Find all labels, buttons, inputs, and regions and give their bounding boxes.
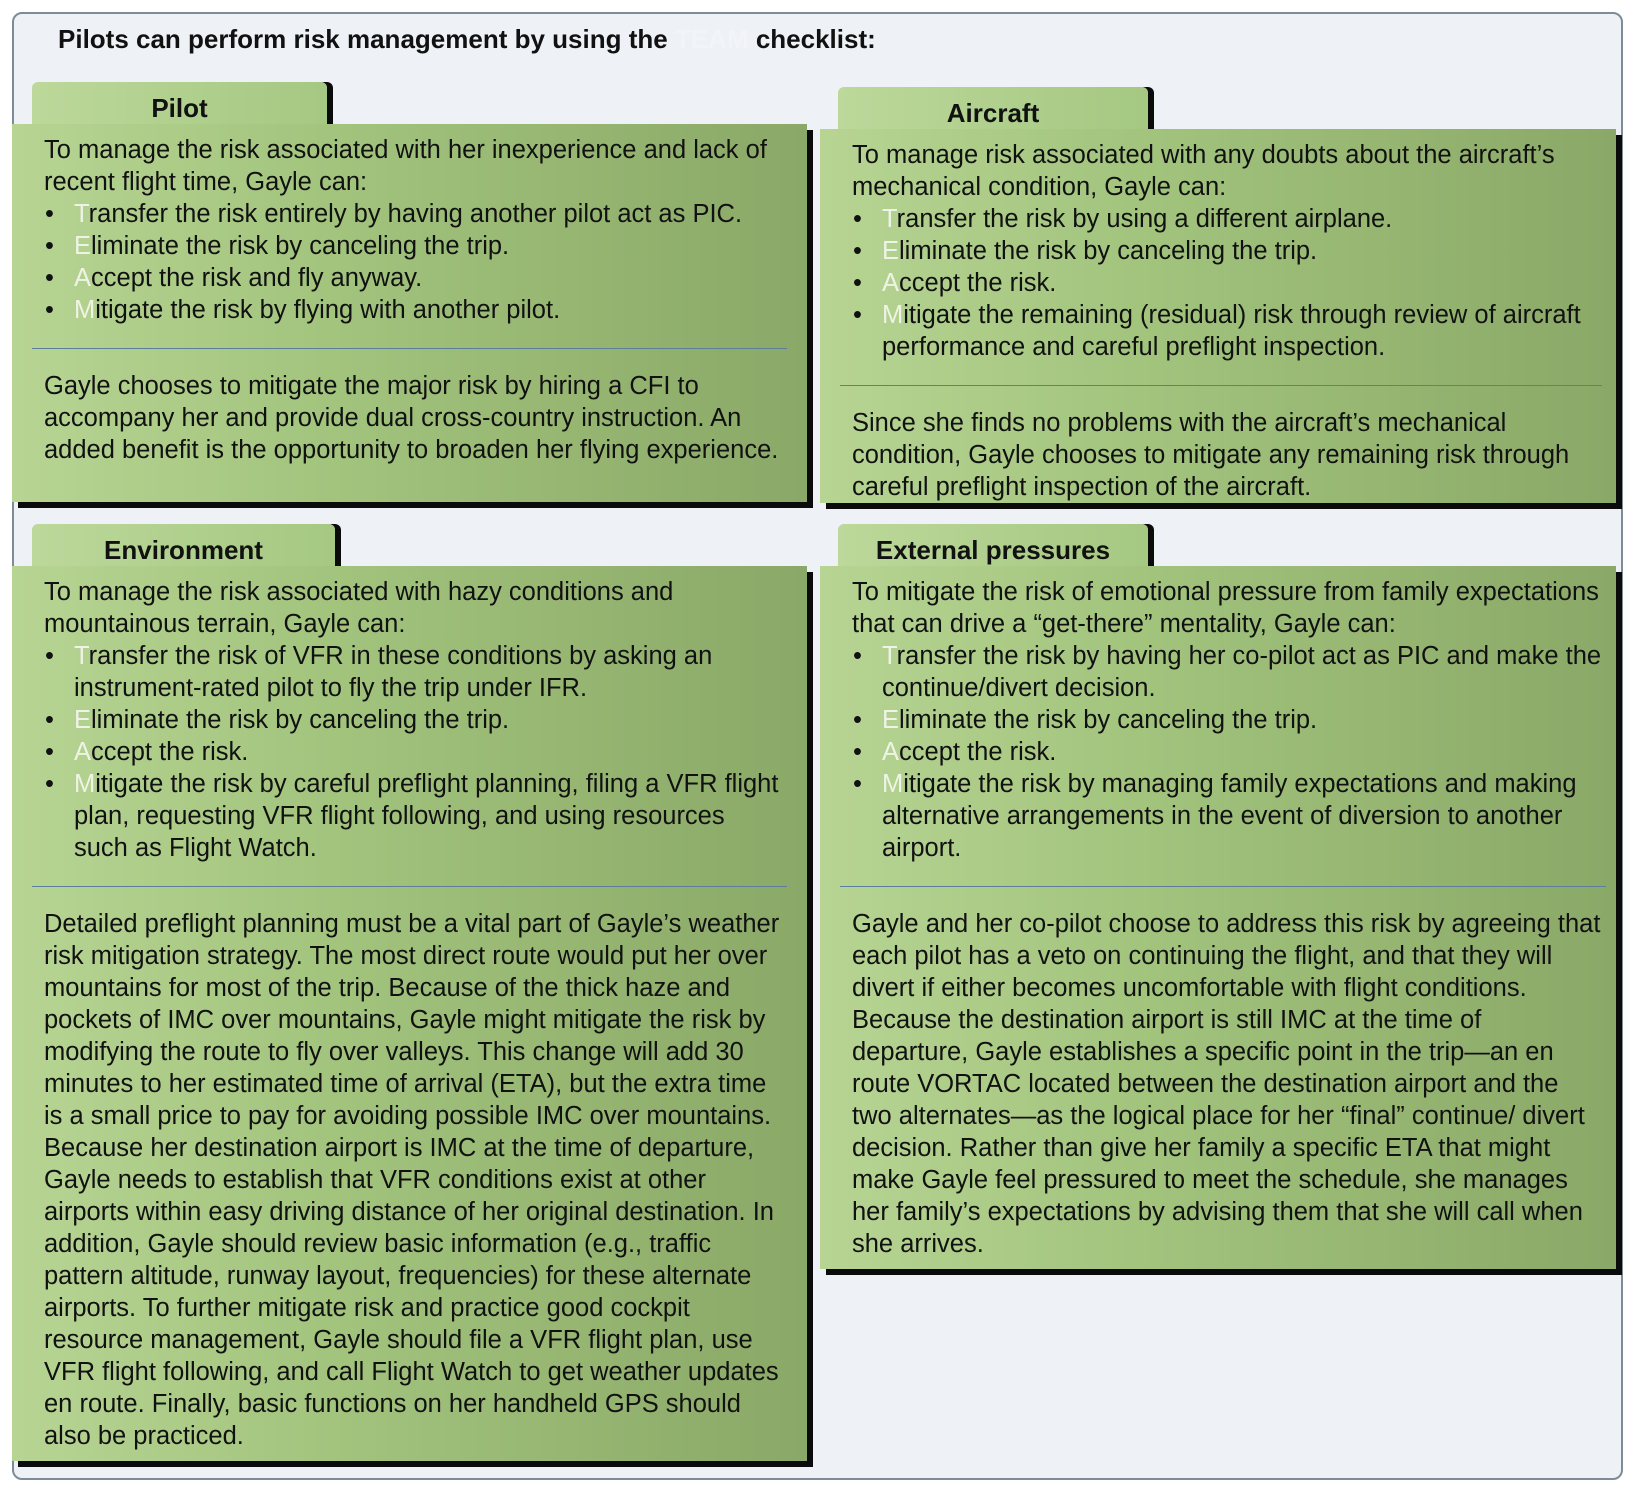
divider bbox=[840, 385, 1602, 386]
team-list bbox=[44, 198, 783, 326]
list-item: • Mitigate the risk by flying with another pilot. bbox=[44, 294, 783, 326]
list-item: • Transfer the risk of VFR in these conditions by asking an instrument-rated pilot to fly the trip under IFR. bbox=[44, 640, 783, 704]
team-acronym: TEAM bbox=[674, 24, 749, 54]
list-item: • Mitigate the risk by careful preflight planning, filing a VFR flight plan, requesting VFR flight following, and using resources such as Flight Watch. bbox=[44, 768, 783, 864]
tab-external-pressures: External pressures bbox=[838, 524, 1148, 568]
tab-aircraft: Aircraft bbox=[838, 87, 1148, 131]
divider bbox=[32, 348, 787, 349]
list-item: • Eliminate the risk by canceling the trip. bbox=[852, 704, 1602, 736]
section-outcome: Detailed preflight planning must be a vital part of Gayle’s weather risk mitigation strategy. The most direct route would put her over mountains for most of the trip. Because of the thick haze and pockets of IMC over mountains, Gayle might mitigate the risk by modifying the route to fly over valleys. This change will add 30 minutes to her estimated time of arrival (ETA), but the extra time is a small price to pay for avoiding possible IMC over mountains. Because her destination airport is IMC at the time of departure, Gayle needs to establish that VFR conditions exist at other airports within easy driving distance of her original destination. In addition, Gayle should review basic information (e.g., traffic pattern altitude, runway layout, frequencies) for these alternate airports. To further mitigate risk and practice good cockpit resource management, Gayle should file a VFR flight plan, use VFR flight following, and call Flight Watch to get weather updates en route. Finally, basic functions on her handheld GPS should also be practiced. bbox=[44, 910, 780, 1450]
list-item: • Mitigate the remaining (residual) risk through review of aircraft performance and careful preflight inspection. bbox=[852, 299, 1598, 363]
section-environment bbox=[12, 566, 807, 1461]
team-list bbox=[852, 203, 1598, 363]
section-pilot bbox=[12, 124, 807, 502]
list-item: • Mitigate the risk by managing family expectations and making alternative arrangements in the event of diversion to another airport. bbox=[852, 768, 1602, 864]
divider bbox=[32, 886, 787, 887]
team-list bbox=[44, 640, 783, 864]
list-item: • Eliminate the risk by canceling the trip. bbox=[852, 235, 1598, 267]
list-item: • Accept the risk. bbox=[852, 736, 1602, 768]
section-intro: To manage risk associated with any doubts about the aircraft’s mechanical condition, Gayle can: bbox=[852, 141, 1555, 201]
section-external-pressures bbox=[820, 566, 1616, 1269]
list-item: • Transfer the risk by using a different airplane. bbox=[852, 203, 1598, 235]
section-outcome: Gayle and her co-pilot choose to address this risk by agreeing that each pilot has a veto on continuing the flight, and that they will divert if either becomes uncomfortable with flight conditions. Because the destination airport is still IMC at the time of departure, Gayle establishes a specific point in the trip—an en route VORTAC located between the destination airport and the two alternates—as the logical place for her “final” continue/ divert decision. Rather than give her family a specific ETA that might make Gayle feel pressured to meet the schedule, she manages her family’s expectations by advising them that she will call when she arrives. bbox=[852, 910, 1601, 1258]
list-item: • Transfer the risk by having her co-pilot act as PIC and make the continue/divert decision. bbox=[852, 640, 1602, 704]
list-item: • Accept the risk and fly anyway. bbox=[44, 262, 783, 294]
section-intro: To manage the risk associated with her inexperience and lack of recent flight time, Gayle can: bbox=[44, 136, 767, 196]
list-item: • Accept the risk. bbox=[44, 736, 783, 768]
tab-environment: Environment bbox=[32, 524, 335, 568]
divider bbox=[840, 886, 1606, 887]
section-intro: To mitigate the risk of emotional pressure from family expectations that can drive a “get-there” mentality, Gayle can: bbox=[852, 578, 1599, 638]
section-outcome: Since she finds no problems with the aircraft’s mechanical condition, Gayle chooses to mitigate any remaining risk through careful preflight inspection of the aircraft. bbox=[852, 409, 1570, 501]
section-aircraft bbox=[820, 129, 1616, 503]
list-item: • Accept the risk. bbox=[852, 267, 1598, 299]
team-list bbox=[852, 640, 1602, 864]
list-item: • Transfer the risk entirely by having another pilot act as PIC. bbox=[44, 198, 783, 230]
list-item: • Eliminate the risk by canceling the trip. bbox=[44, 704, 783, 736]
section-intro: To manage the risk associated with hazy conditions and mountainous terrain, Gayle can: bbox=[44, 578, 674, 638]
tab-pilot: Pilot bbox=[32, 82, 327, 126]
page-title: Pilots can perform risk management by using the TEAM checklist: bbox=[58, 24, 876, 54]
section-outcome: Gayle chooses to mitigate the major risk by hiring a CFI to accompany her and provide dual cross-country instruction. An added benefit is the opportunity to broaden her flying experience. bbox=[44, 372, 779, 464]
list-item: • Eliminate the risk by canceling the trip. bbox=[44, 230, 783, 262]
